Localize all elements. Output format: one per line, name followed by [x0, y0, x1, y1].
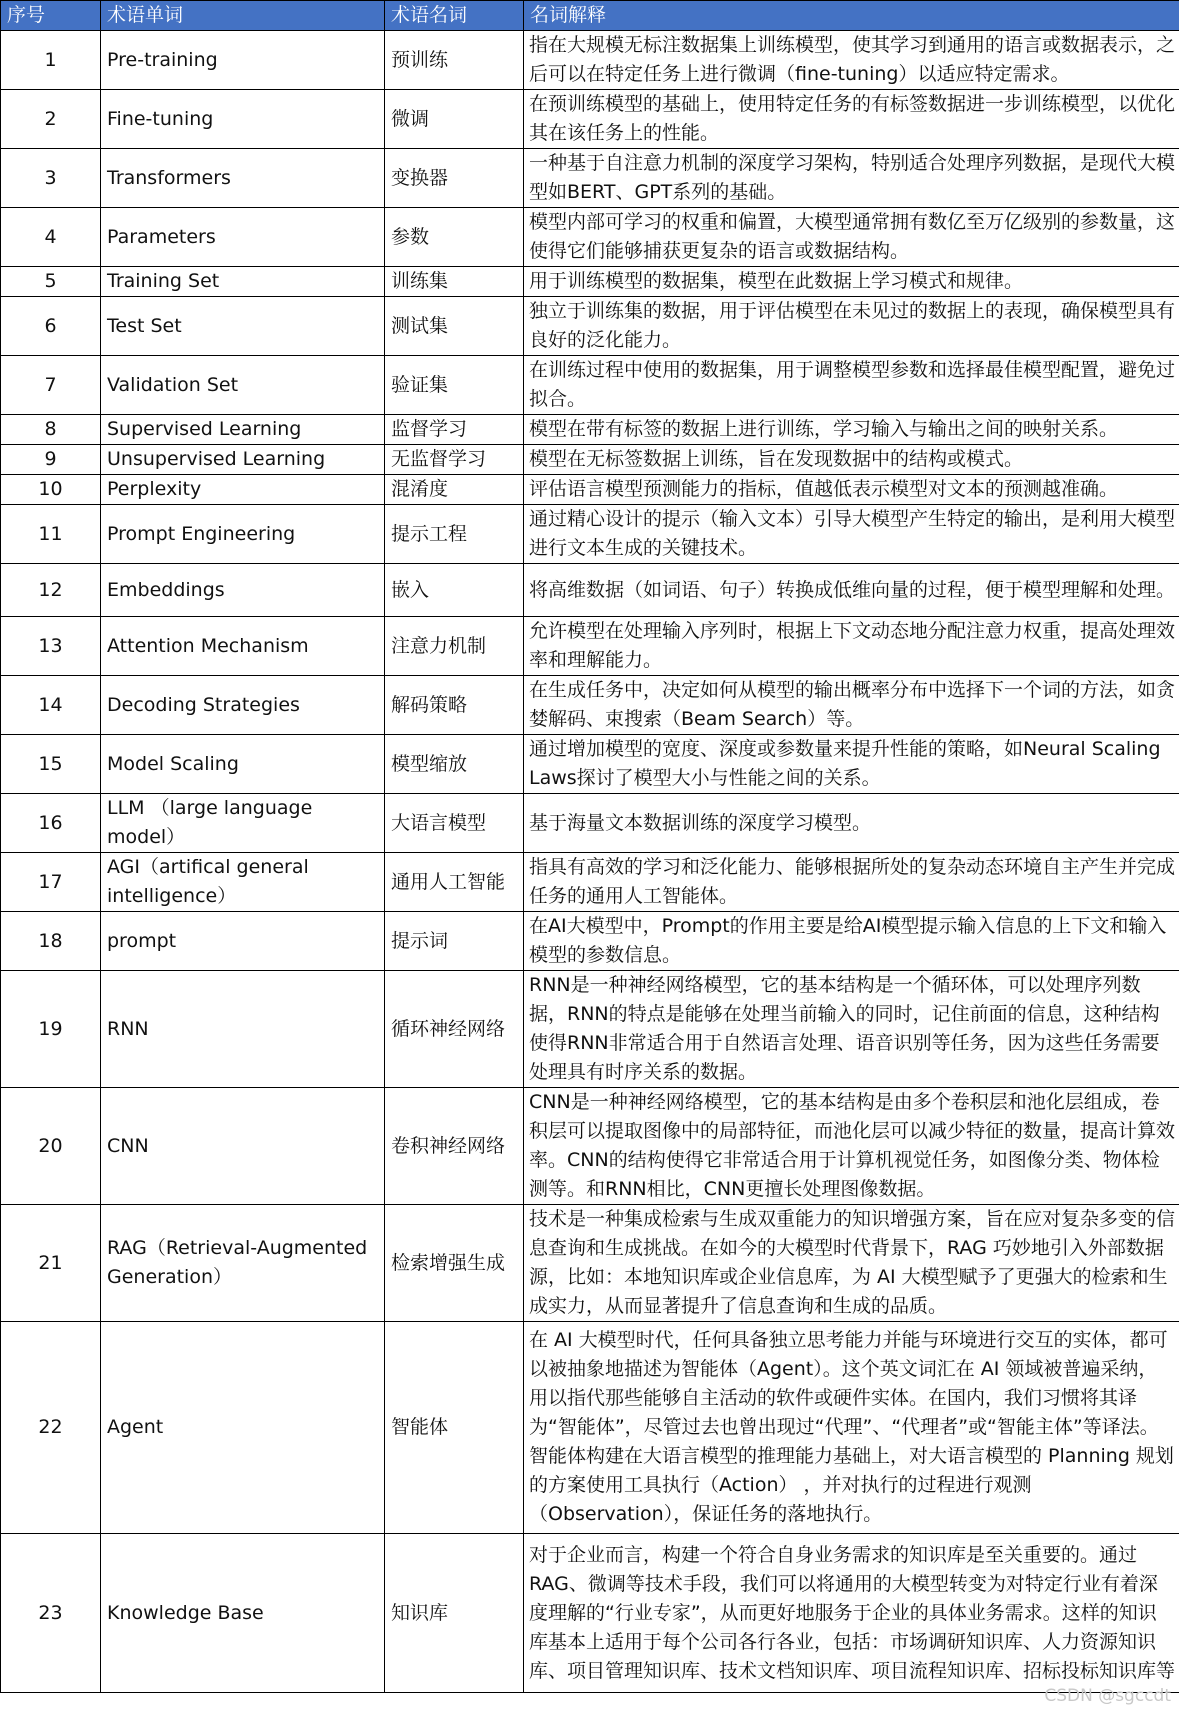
- row-def: 允许模型在处理输入序列时，根据上下文动态地分配注意力权重，提高处理效率和理解能力。: [524, 617, 1179, 676]
- row-cn: 提示工程: [385, 505, 524, 564]
- row-term: Prompt Engineering: [101, 505, 385, 564]
- row-def: [524, 1322, 1179, 1534]
- row-cn: 测试集: [385, 297, 524, 356]
- table-row: [1, 475, 1179, 505]
- row-term: Supervised Learning: [101, 415, 385, 445]
- row-num: 5: [1, 267, 101, 297]
- table-row: [1, 912, 1179, 971]
- row-num: 6: [1, 297, 101, 356]
- header-cn: 术语名词: [385, 1, 524, 31]
- row-term: Decoding Strategies: [101, 676, 385, 735]
- row-cn: 预训练: [385, 31, 524, 90]
- row-term: Test Set: [101, 297, 385, 356]
- row-def-paragraph: 在 AI 大模型时代，任何具备独立思考能力并能与环境进行交互的实体，都可以被抽象地描述为智能体（Agent）。这个英文词汇在 AI 领域被普遍采纳，用以指代那些能够自主活动的软件或硬件实体。在国内，我们习惯将其译为“智能体”，尽管过去也曾出现过“代理”、“代理者”或“智能主体”等译法。: [529, 1329, 1168, 1438]
- table-row: [1, 617, 1179, 676]
- table-row: [1, 267, 1179, 297]
- row-term: Model Scaling: [101, 735, 385, 794]
- table-row: [1, 208, 1179, 267]
- row-cn: 嵌入: [385, 564, 524, 617]
- row-def: 模型在带有标签的数据上进行训练，学习输入与输出之间的映射关系。: [524, 415, 1179, 445]
- row-num: 13: [1, 617, 101, 676]
- row-num: 3: [1, 149, 101, 208]
- table-row: [1, 1205, 1179, 1322]
- row-term: Pre-training: [101, 31, 385, 90]
- row-term: Validation Set: [101, 356, 385, 415]
- row-def: 模型内部可学习的权重和偏置，大模型通常拥有数亿至万亿级别的参数量，这使得它们能够捕获更复杂的语言或数据结构。: [524, 208, 1179, 267]
- row-def: 评估语言模型预测能力的指标，值越低表示模型对文本的预测越准确。: [524, 475, 1179, 505]
- header-def: 名词解释: [524, 1, 1179, 31]
- table-row: [1, 794, 1179, 853]
- row-term: prompt: [101, 912, 385, 971]
- row-cn: 验证集: [385, 356, 524, 415]
- row-term: Attention Mechanism: [101, 617, 385, 676]
- row-num: 10: [1, 475, 101, 505]
- row-cn: 微调: [385, 90, 524, 149]
- row-def: 在预训练模型的基础上，使用特定任务的有标签数据进一步训练模型，以优化其在该任务上的性能。: [524, 90, 1179, 149]
- watermark: CSDN @sgccdt: [1044, 1686, 1171, 1706]
- row-cn: 知识库: [385, 1534, 524, 1693]
- table-row: [1, 676, 1179, 735]
- row-num: 4: [1, 208, 101, 267]
- row-cn: 卷积神经网络: [385, 1088, 524, 1205]
- row-def: 在AI大模型中，Prompt的作用主要是给AI模型提示输入信息的上下文和输入模型的参数信息。: [524, 912, 1179, 971]
- row-cn: 训练集: [385, 267, 524, 297]
- row-num: 23: [1, 1534, 101, 1693]
- row-def: 在生成任务中，决定如何从模型的输出概率分布中选择下一个词的方法，如贪婪解码、束搜索（Beam Search）等。: [524, 676, 1179, 735]
- row-num: 17: [1, 853, 101, 912]
- row-num: 14: [1, 676, 101, 735]
- row-cn: 参数: [385, 208, 524, 267]
- row-def: 指在大规模无标注数据集上训练模型，使其学习到通用的语言或数据表示，之后可以在特定任务上进行微调（fine-tuning）以适应特定需求。: [524, 31, 1179, 90]
- row-def: 一种基于自注意力机制的深度学习架构，特别适合处理序列数据，是现代大模型如BERT、GPT系列的基础。: [524, 149, 1179, 208]
- row-num: 15: [1, 735, 101, 794]
- row-cn: 模型缩放: [385, 735, 524, 794]
- table-row: [1, 297, 1179, 356]
- table-row: [1, 564, 1179, 617]
- row-cn: 变换器: [385, 149, 524, 208]
- row-def-paragraph: 智能体构建在大语言模型的推理能力基础上，对大语言模型的 Planning 规划的方案使用工具执行（Action） ，并对执行的过程进行观测（Observation），保证任务的落地执行。: [529, 1445, 1174, 1525]
- row-term: AGI（artifical general intelligence）: [101, 853, 385, 912]
- table-row: [1, 356, 1179, 415]
- row-num: 18: [1, 912, 101, 971]
- row-term: LLM （large language model）: [101, 794, 385, 853]
- table-row: [1, 735, 1179, 794]
- row-num: 21: [1, 1205, 101, 1322]
- row-cn: 解码策略: [385, 676, 524, 735]
- row-num: 7: [1, 356, 101, 415]
- table-row: [1, 1088, 1179, 1205]
- row-def: 独立于训练集的数据，用于评估模型在未见过的数据上的表现，确保模型具有良好的泛化能力。: [524, 297, 1179, 356]
- row-cn: 循环神经网络: [385, 971, 524, 1088]
- row-def: 技术是一种集成检索与生成双重能力的知识增强方案，旨在应对复杂多变的信息查询和生成挑战。在如今的大模型时代背景下，RAG 巧妙地引入外部数据源，比如：本地知识库或企业信息库，为 AI 大模型赋予了更强大的检索和生成实力，从而显著提升了信息查询和生成的品质。: [524, 1205, 1179, 1322]
- row-num: 22: [1, 1322, 101, 1534]
- table-row: [1, 1534, 1179, 1693]
- row-def: CNN是一种神经网络模型，它的基本结构是由多个卷积层和池化层组成，卷积层可以提取图像中的局部特征，而池化层可以减少特征的数量，提高计算效率。CNN的结构使得它非常适合用于计算机视觉任务，如图像分类、物体检测等。和RNN相比，CNN更擅长处理图像数据。: [524, 1088, 1179, 1205]
- row-cn: 无监督学习: [385, 445, 524, 475]
- row-def: 对于企业而言，构建一个符合自身业务需求的知识库是至关重要的。通过RAG、微调等技术手段，我们可以将通用的大模型转变为对特定行业有着深度理解的“行业专家”，从而更好地服务于企业的具体业务需求。这样的知识库基本上适用于每个公司各行各业，包括：市场调研知识库、人力资源知识库、项目管理知识库、技术文档知识库、项目流程知识库、招标投标知识库等: [524, 1534, 1179, 1693]
- row-num: 12: [1, 564, 101, 617]
- table-row: [1, 149, 1179, 208]
- row-def: 基于海量文本数据训练的深度学习模型。: [524, 794, 1179, 853]
- row-term: Parameters: [101, 208, 385, 267]
- row-def: 指具有高效的学习和泛化能力、能够根据所处的复杂动态环境自主产生并完成任务的通用人工智能体。: [524, 853, 1179, 912]
- row-term: Knowledge Base: [101, 1534, 385, 1693]
- row-cn: 智能体: [385, 1322, 524, 1534]
- row-def: RNN是一种神经网络模型，它的基本结构是一个循环体，可以处理序列数据，RNN的特点是能够在处理当前输入的同时，记住前面的信息，这种结构使得RNN非常适合用于自然语言处理、语音识别等任务，因为这些任务需要处理具有时序关系的数据。: [524, 971, 1179, 1088]
- row-num: 19: [1, 971, 101, 1088]
- row-num: 16: [1, 794, 101, 853]
- row-def: 将高维数据（如词语、句子）转换成低维向量的过程，便于模型理解和处理。: [524, 564, 1179, 617]
- table-row: [1, 1322, 1179, 1534]
- row-num: 1: [1, 31, 101, 90]
- row-num: 9: [1, 445, 101, 475]
- row-term: Transformers: [101, 149, 385, 208]
- row-term: Training Set: [101, 267, 385, 297]
- row-term: Unsupervised Learning: [101, 445, 385, 475]
- table-row: [1, 90, 1179, 149]
- row-term: RNN: [101, 971, 385, 1088]
- row-cn: 检索增强生成: [385, 1205, 524, 1322]
- table-row: [1, 505, 1179, 564]
- row-cn: 大语言模型: [385, 794, 524, 853]
- row-cn: 混淆度: [385, 475, 524, 505]
- row-num: 20: [1, 1088, 101, 1205]
- row-def: 通过精心设计的提示（输入文本）引导大模型产生特定的输出，是利用大模型进行文本生成的关键技术。: [524, 505, 1179, 564]
- row-def: 在训练过程中使用的数据集，用于调整模型参数和选择最佳模型配置，避免过拟合。: [524, 356, 1179, 415]
- row-term: Agent: [101, 1322, 385, 1534]
- row-cn: 通用人工智能: [385, 853, 524, 912]
- row-term: Embeddings: [101, 564, 385, 617]
- row-cn: 提示词: [385, 912, 524, 971]
- row-num: 2: [1, 90, 101, 149]
- row-term: Fine-tuning: [101, 90, 385, 149]
- row-cn: 注意力机制: [385, 617, 524, 676]
- header-term: 术语单词: [101, 1, 385, 31]
- table-row: [1, 31, 1179, 90]
- row-term: CNN: [101, 1088, 385, 1205]
- row-def: 用于训练模型的数据集，模型在此数据上学习模式和规律。: [524, 267, 1179, 297]
- row-term: Perplexity: [101, 475, 385, 505]
- header-row: [1, 1, 1179, 31]
- row-num: 11: [1, 505, 101, 564]
- table-row: [1, 445, 1179, 475]
- table-row: [1, 971, 1179, 1088]
- row-term: RAG（Retrieval-Augmented Generation）: [101, 1205, 385, 1322]
- row-num: 8: [1, 415, 101, 445]
- row-def: 模型在无标签数据上训练，旨在发现数据中的结构或模式。: [524, 445, 1179, 475]
- header-num: 序号: [1, 1, 101, 31]
- row-cn: 监督学习: [385, 415, 524, 445]
- table-row: [1, 853, 1179, 912]
- table-row: [1, 415, 1179, 445]
- row-def: 通过增加模型的宽度、深度或参数量来提升性能的策略，如Neural Scaling Laws探讨了模型大小与性能之间的关系。: [524, 735, 1179, 794]
